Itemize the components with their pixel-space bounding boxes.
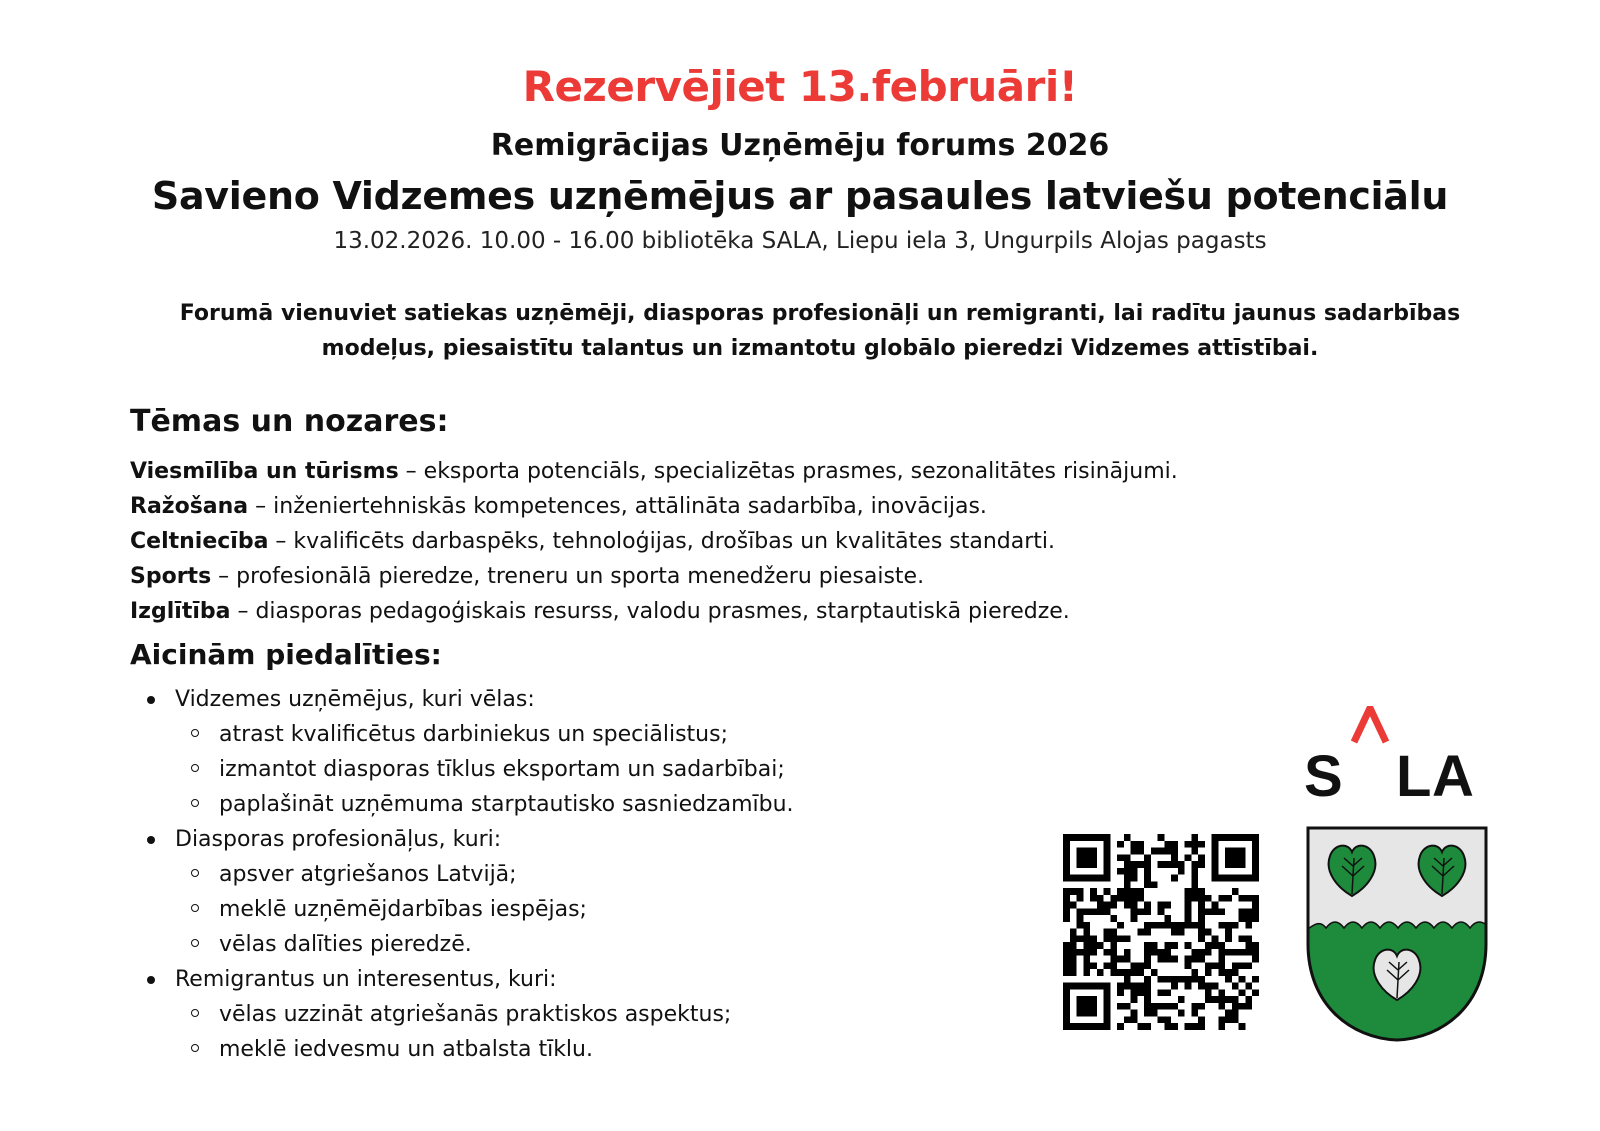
- invite-subitem: paplašināt uzņēmuma starptautisko sasniedzamību.: [175, 787, 1010, 822]
- topic-item: [130, 559, 1430, 594]
- qr-code-icon[interactable]: [1063, 834, 1259, 1030]
- invite-group: [130, 682, 1010, 822]
- topic-desc: – inženiertehniskās kompetences, attālināta sadarbība, inovācijas.: [248, 494, 987, 519]
- logo-letter-a: A: [1432, 744, 1474, 802]
- invite-group: [130, 962, 1010, 1067]
- topic-name: Izglītība: [130, 599, 231, 624]
- topics-list: [130, 454, 1430, 629]
- topic-item: [130, 594, 1430, 629]
- topic-name: Celtniecība: [130, 529, 269, 554]
- tagline: Savieno Vidzemes uzņēmējus ar pasaules latviešu potenciālu: [151, 174, 1449, 218]
- topic-desc: – profesionālā pieredze, treneru un sporta menedžeru piesaiste.: [211, 564, 925, 589]
- logo-accent-icon: [1354, 708, 1386, 742]
- invite-list: [130, 682, 1010, 1067]
- topic-name: Ražošana: [130, 494, 249, 519]
- topic-item: [130, 454, 1430, 489]
- forum-name: Remigrācijas Uzņēmēju forums 2026: [490, 128, 1110, 163]
- sala-logo: [1304, 706, 1480, 802]
- invite-group-label: Diasporas profesionāļus, kuri:: [175, 827, 502, 852]
- invite-subitem: meklē iedvesmu un atbalsta tīklu.: [175, 1032, 1010, 1067]
- headline: Rezervējiet 13.februāri!: [522, 62, 1078, 111]
- invite-title: Aicinām piedalīties:: [130, 638, 442, 671]
- coat-of-arms-icon: [1304, 824, 1490, 1044]
- invite-subitem: atrast kvalificētus darbiniekus un speciālistus;: [175, 717, 1010, 752]
- invite-sublist: [175, 997, 1010, 1067]
- topic-desc: – diasporas pedagoģiskais resurss, valodu prasmes, starptautiskā pieredze.: [230, 599, 1070, 624]
- topic-name: Viesmīlība un tūrisms: [130, 459, 399, 484]
- invite-subitem: meklē uzņēmējdarbības iespējas;: [175, 892, 1010, 927]
- invite-subitem: apsver atgriešanos Latvijā;: [175, 857, 1010, 892]
- topic-desc: – kvalificēts darbaspēks, tehnoloģijas, drošības un kvalitātes standarti.: [268, 529, 1056, 554]
- logo-letter-s: S: [1304, 744, 1343, 802]
- topic-item: [130, 489, 1430, 524]
- invite-sublist: [175, 717, 1010, 822]
- invite-group: [130, 822, 1010, 962]
- topic-desc: – eksporta potenciāls, specializētas prasmes, sezonalitātes risinājumi.: [398, 459, 1178, 484]
- topic-name: Sports: [130, 564, 212, 589]
- event-info: 13.02.2026. 10.00 - 16.00 bibliotēka SALA, Liepu iela 3, Ungurpils Alojas pagasts: [333, 228, 1267, 254]
- invite-sublist: [175, 857, 1010, 962]
- intro-paragraph: Forumā vienuviet satiekas uzņēmēji, diasporas profesionāļi un remigranti, lai radītu jaunus sadarbības modeļus, piesaistītu talantus un izmantotu globālo pieredzi Vidzemes attīstībai.: [179, 301, 1461, 361]
- invite-subitem: izmantot diasporas tīklus eksportam un sadarbībai;: [175, 752, 1010, 787]
- invite-subitem: vēlas uzzināt atgriešanās praktiskos aspektus;: [175, 997, 1010, 1032]
- topic-item: [130, 524, 1430, 559]
- invite-group-label: Vidzemes uzņēmējus, kuri vēlas:: [175, 687, 535, 712]
- invite-subitem: vēlas dalīties pieredzē.: [175, 927, 1010, 962]
- topics-title: Tēmas un nozares:: [130, 404, 449, 439]
- logo-letter-l: L: [1396, 744, 1432, 802]
- invite-group-label: Remigrantus un interesentus, kuri:: [175, 967, 557, 992]
